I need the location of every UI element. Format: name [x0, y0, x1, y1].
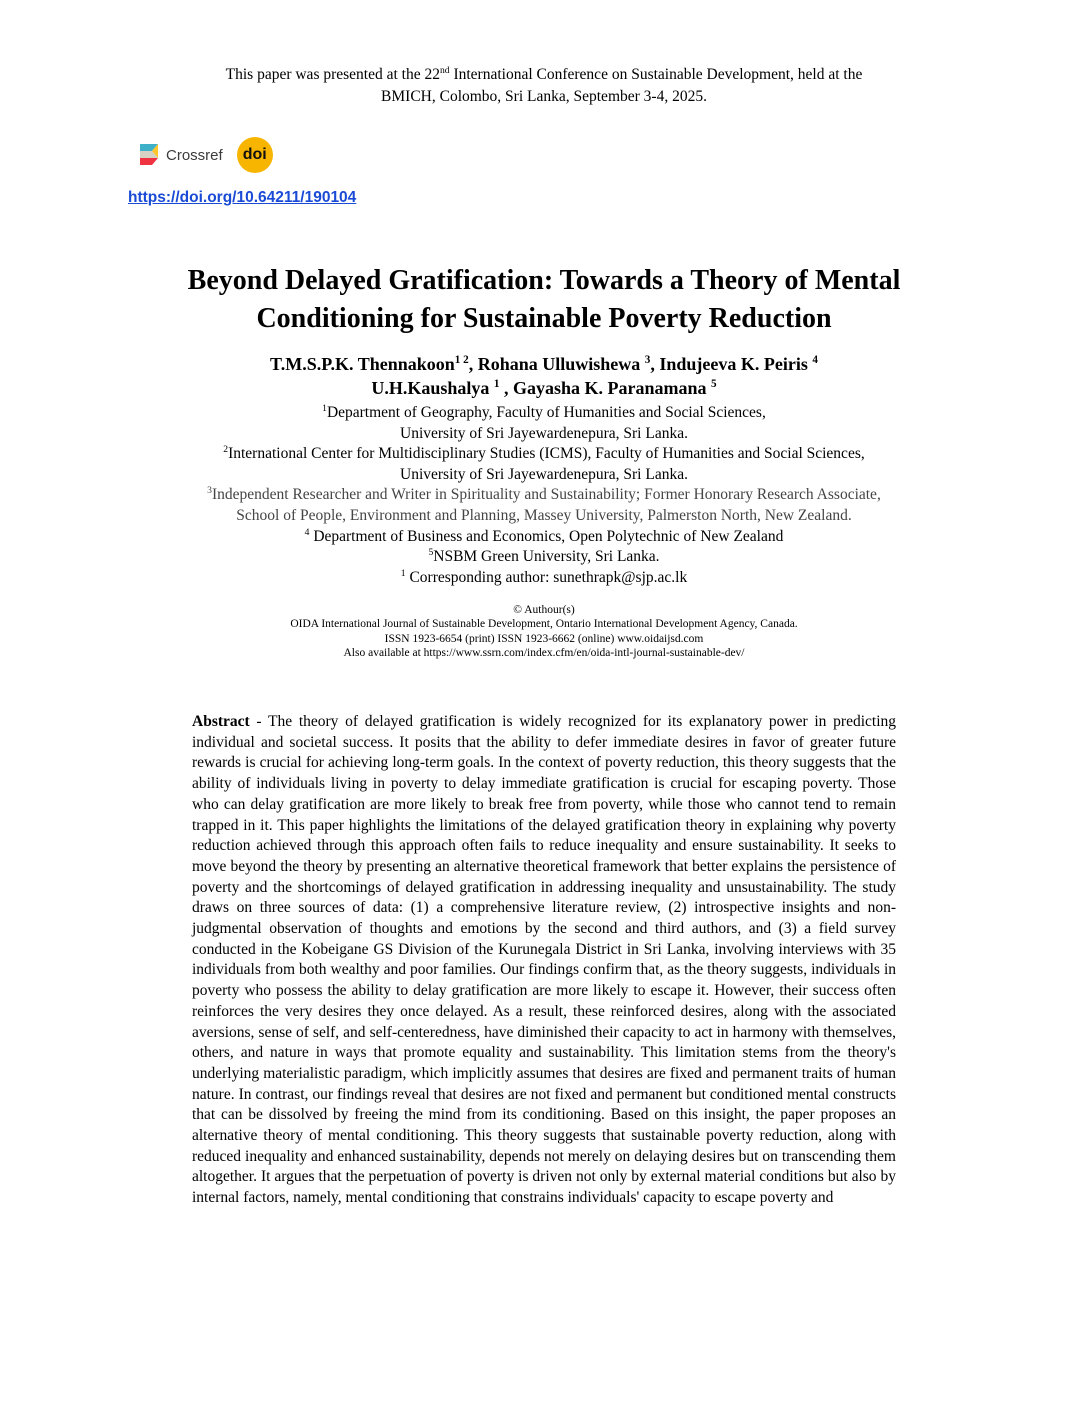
author-name: , Gayasha K. Paranamana [499, 378, 712, 398]
affiliation-1-line-1: $^1$Department of Geography, Faculty of Humanities and Social Sciences, [322, 402, 766, 421]
affiliation-1-line-2: University of Sri Jayewardenepura, Sri Lanka. [400, 424, 688, 442]
corresponding-author: $^1$ Corresponding author: sunethrapk@sjp.ac.lk [400, 567, 688, 586]
conference-notice [150, 64, 938, 108]
affiliation-4: $^4$ Department of Business and Economics, Open Polytechnic of New Zealand [304, 526, 784, 545]
copyright-line: © Authour(s) [513, 604, 575, 616]
affiliations [100, 403, 988, 588]
author-name: , Indujeeva K. Peiris [650, 354, 813, 374]
doi-link[interactable]: https://doi.org/10.64211/190104 [128, 189, 357, 206]
abstract-label: Abstract [192, 713, 250, 730]
availability-line: Also available at https://www.ssrn.com/index.cfm/en/oida-intl-journal-sustainable-dev/ [343, 646, 745, 659]
publisher-logos [138, 137, 273, 173]
author-line-2 [100, 376, 988, 400]
crossref-label: Crossref [166, 146, 223, 164]
author-list [100, 352, 988, 400]
affiliation-3-line-2: School of People, Environment and Planning, Massey University, Palmerston North, New Zealand. [236, 506, 852, 524]
author-affiliation-sup: 3 [644, 354, 651, 366]
conference-notice-line2: BMICH, Colombo, Sri Lanka, September 3-4, 2025. [381, 88, 707, 105]
author-name: T.M.S.P.K. Thennakoon [270, 354, 455, 374]
affiliation-2-line-2: University of Sri Jayewardenepura, Sri Lanka. [400, 465, 688, 483]
journal-info [150, 603, 938, 660]
conference-notice-line1: This paper was presented at the 22nd International Conference on Sustainable Development, held at the [225, 64, 863, 83]
issn-line: ISSN 1923-6654 (print) ISSN 1923-6662 (online) www.oidaijsd.com [384, 632, 704, 645]
ordinal-suffix: nd [439, 64, 450, 76]
author-affiliation-sup: 4 [812, 354, 818, 366]
abstract-text: - The theory of delayed gratification is widely recognized for its explanatory power in predicting individual and societal success. It posits that the ability to defer immediate desires in favor of greater future rewards is crucial for achieving long-term goals. In the context of poverty reduction, this theory suggests that the ability of individuals living in poverty to delay immediate gratification is crucial for escaping poverty. Those who can delay gratification are more likely to break free from poverty, while those who cannot tend to remain trapped in it. This paper highlights the limitations of the delayed gratification theory in explaining why poverty reduction achieved through this approach often fails to reduce inequality and ensure sustainability. It seeks to move beyond the theory by presenting an alternative theoretical framework that better explains the persistence of poverty and the shortcomings of delayed gratification in addressing inequality and unsustainability. The study draws on three sources of data: (1) a comprehensive literature review, (2) introspective insights and non-judgmental observation of thoughts and emotions by the second and third authors, and (3) a field survey conducted in the Kobeigane GS Division of the Kurunegala District in Sri Lanka, involving interviews with 35 individuals from both wealthy and poor families. Our findings confirm that, as the theory suggests, individuals in poverty who possess the ability to delay gratification are more likely to escape it. However, their success often reinforces the very desires they once delayed. As a result, these reinforced desires, along with the associated aversions, sense of self, and self-centeredness, have diminished their capacity to act in harmony with themselves, others, and nature in ways that promote equality and sustainability. This limitation stems from the theory's underlying materialistic paradigm, which implicitly assumes that desires are fixed and permanent traits of human nature. In contrast, our findings reveal that desires are not fixed and permanent but conditioned mental constructs that can be dissolved by freeing the mind from its conditioning. Based on this insight, the paper proposes an alternative theory of mental conditioning. This theory suggests that sustainable poverty reduction, along with reduced inequality and enhanced sustainability, depends not merely on delaying desires but on transcending them altogether. It argues that the perpetuation of poverty is driven not only by external material conditions but also by internal factors, namely, mental conditioning that constrains individuals' capacity to escape poverty and [192, 713, 896, 1207]
paper-title [100, 262, 988, 338]
affiliation-2-line-1: $^2$International Center for Multidisciplinary Studies (ICMS), Faculty of Humanities and Social Sciences, [223, 444, 865, 463]
author-name: , Rohana Ulluwishewa [468, 354, 645, 374]
doi-icon[interactable] [237, 137, 273, 173]
title-line-1: Beyond Delayed Gratification: Towards a Theory of Mental [187, 265, 901, 296]
journal-name-line: OIDA International Journal of Sustainable Development, Ontario International Development Agency, Canada. [290, 618, 798, 631]
doi-badge-text: doi [242, 146, 267, 163]
affiliation-3-line-1: $^3$Independent Researcher and Writer in Spirituality and Sustainability; Former Honorary Research Associate, [207, 485, 881, 504]
title-line-2: Conditioning for Sustainable Poverty Reduction [256, 303, 832, 334]
author-affiliation-sup: 1 [493, 378, 500, 390]
abstract [192, 712, 896, 1209]
crossref-icon [138, 142, 162, 168]
author-line-1 [100, 352, 988, 376]
affiliation-5: $^5$NSBM Green University, Sri Lanka. [428, 547, 660, 566]
author-affiliation-sup: 5 [711, 378, 717, 390]
crossref-logo[interactable] [138, 142, 223, 168]
author-affiliation-sup: 1 2 [454, 354, 469, 366]
author-name: U.H.Kaushalya [371, 378, 494, 398]
